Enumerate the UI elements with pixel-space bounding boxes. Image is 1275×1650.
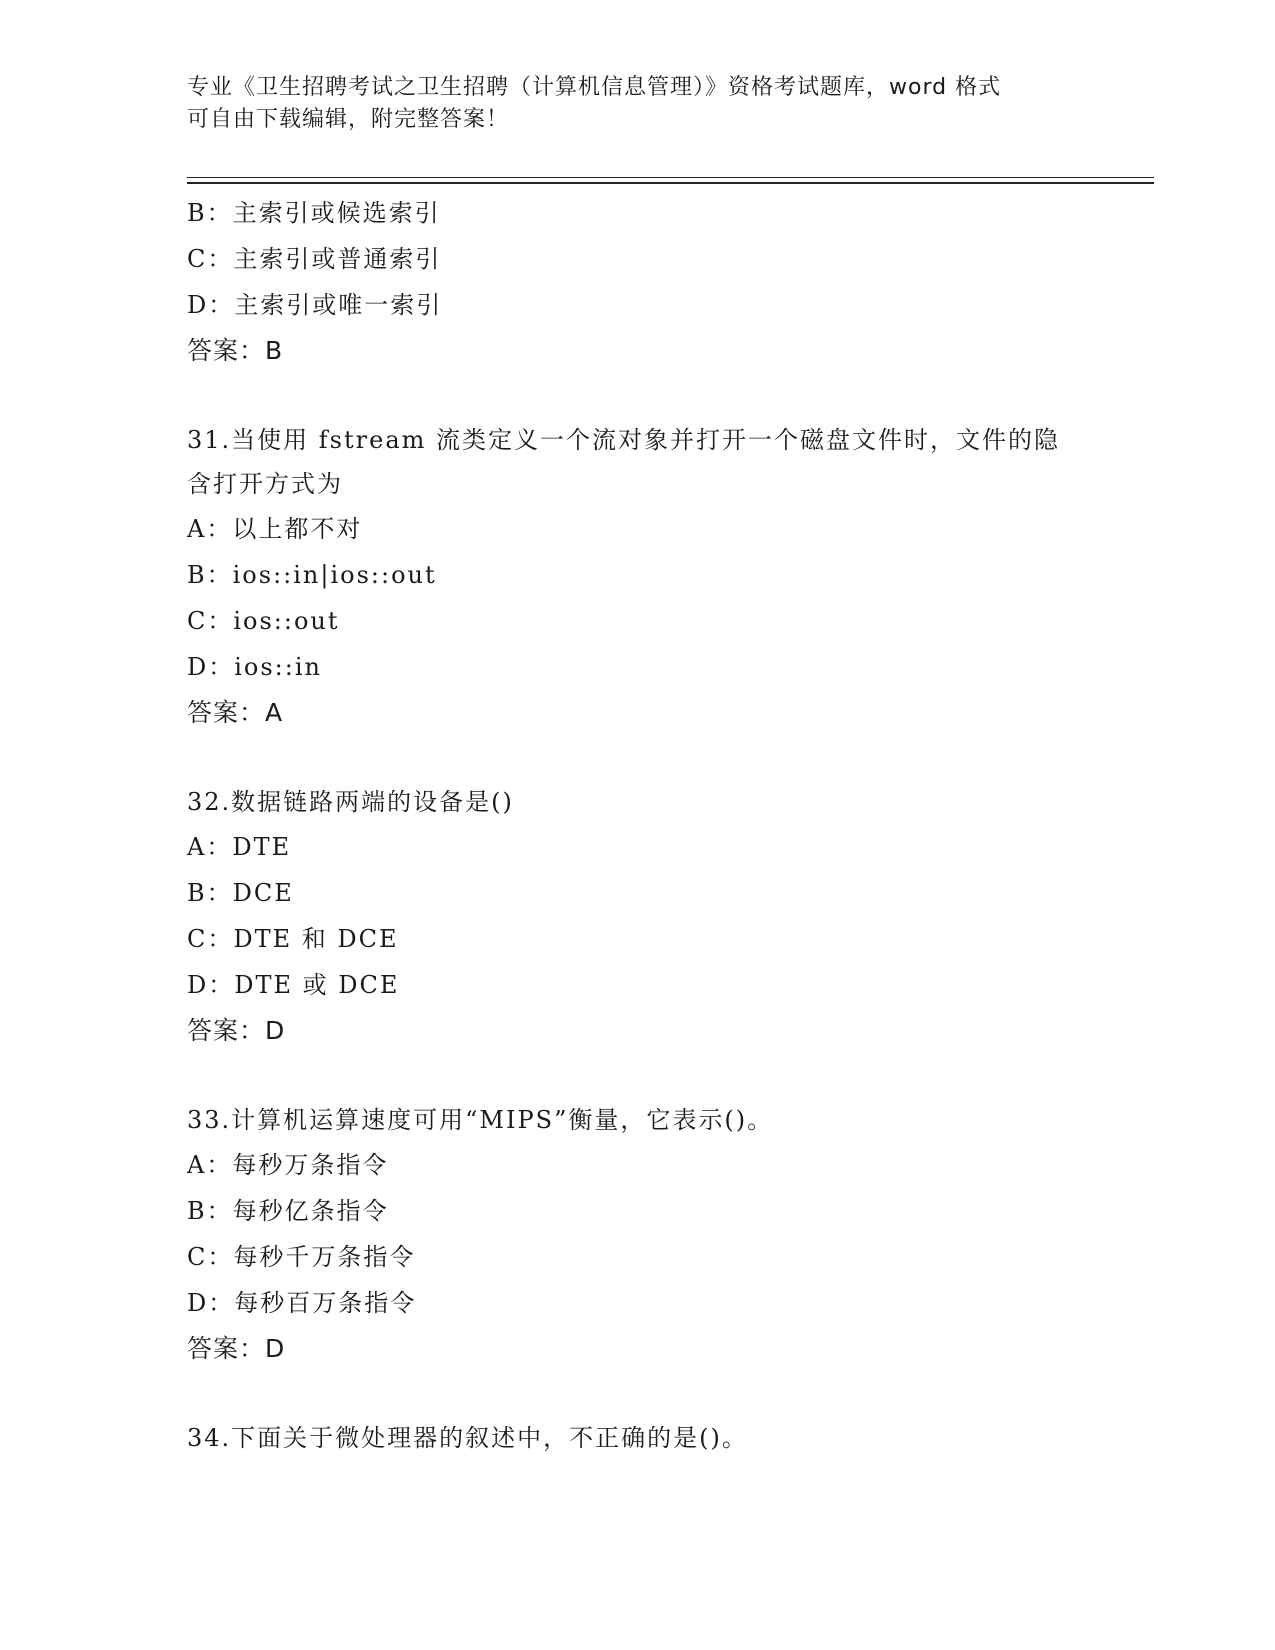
option-c: C：ios::out [187, 607, 340, 635]
question-text: 33.计算机运算速度可用“MIPS”衡量，它表示()。 [187, 1106, 774, 1134]
answer-line: 答案：D [187, 1334, 286, 1363]
option-a: A：每秒万条指令 [187, 1151, 389, 1179]
question-32 [187, 780, 1087, 1054]
option-b: B：每秒亿条指令 [187, 1197, 389, 1225]
option-c: C：主索引或普通索引 [187, 245, 442, 273]
header-rule-thin [187, 177, 1154, 178]
option-b: B：DCE [187, 879, 294, 907]
option-b: B：ios::in|ios::out [187, 561, 437, 589]
question-text: 32.数据链路两端的设备是() [187, 788, 514, 816]
question-34 [187, 1416, 1087, 1460]
document-header [187, 72, 1067, 136]
question-31 [187, 418, 1087, 736]
question-33 [187, 1098, 1087, 1372]
option-a: A：以上都不对 [187, 515, 363, 543]
option-d: D：ios::in [187, 653, 322, 681]
answer-line: 答案：B [187, 336, 284, 365]
header-line-2: 可自由下载编辑，附完整答案！ [187, 107, 510, 132]
header-line-1: 专业《卫生招聘考试之卫生招聘（计算机信息管理）》资格考试题库，word 格式 [187, 75, 1002, 100]
question-30 [187, 190, 1087, 374]
option-d: D：主索引或唯一索引 [187, 291, 443, 319]
answer-line: 答案：A [187, 698, 284, 727]
answer-line: 答案：D [187, 1016, 286, 1045]
header-rule-thick [187, 182, 1154, 184]
option-c: C：DTE 和 DCE [187, 925, 399, 953]
option-c: C：每秒千万条指令 [187, 1243, 416, 1271]
question-text: 34.下面关于微处理器的叙述中，不正确的是()。 [187, 1424, 748, 1452]
question-content [187, 190, 1087, 1460]
option-d: D：DTE 或 DCE [187, 971, 400, 999]
option-a: A：DTE [187, 833, 292, 861]
spacer [187, 1372, 1087, 1416]
spacer [187, 1054, 1087, 1098]
spacer [187, 374, 1087, 418]
option-b: B：主索引或候选索引 [187, 199, 441, 227]
question-text: 31.当使用 fstream 流类定义一个流对象并打开一个磁盘文件时，文件的隐含打开方式为 [187, 426, 1061, 498]
spacer [187, 736, 1087, 780]
option-d: D：每秒百万条指令 [187, 1289, 417, 1317]
